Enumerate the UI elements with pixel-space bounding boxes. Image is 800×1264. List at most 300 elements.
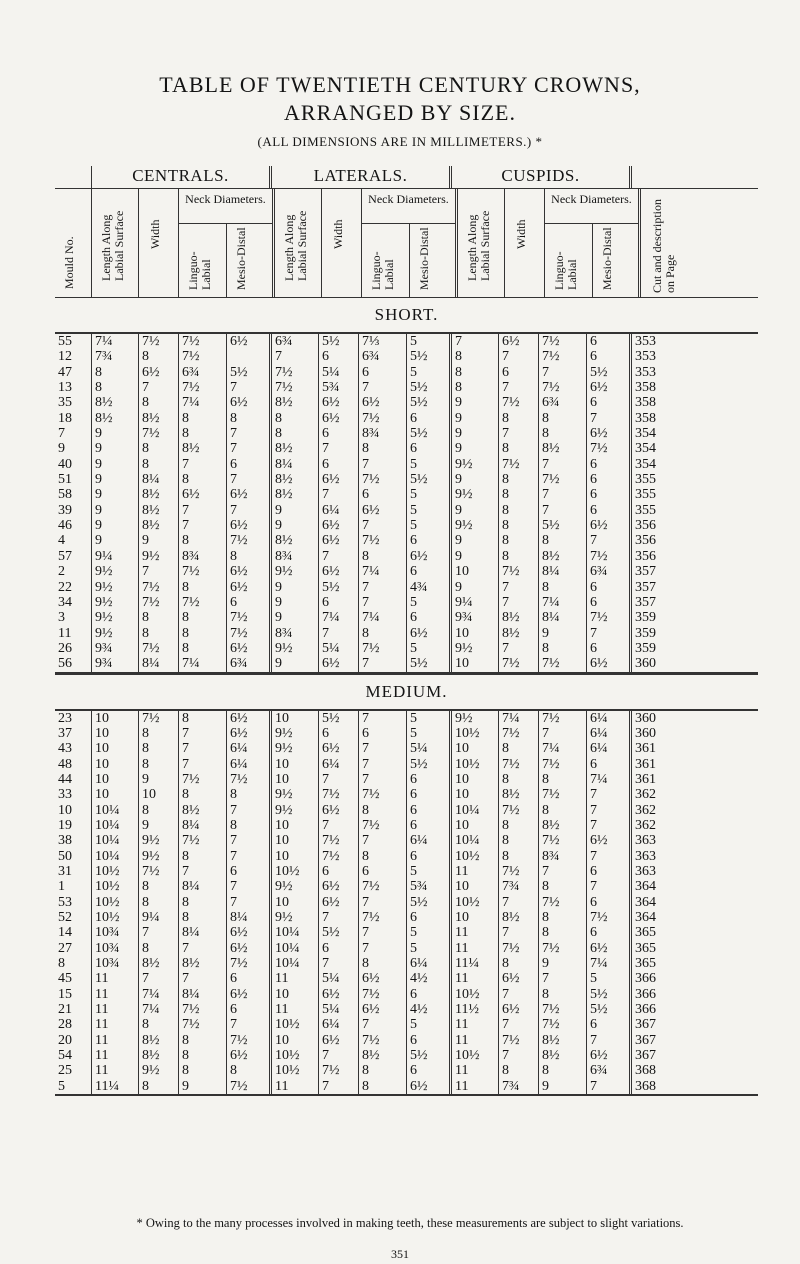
table-cell: 48	[55, 757, 92, 772]
table-cell: 10	[55, 803, 92, 818]
table-cell: 51	[55, 472, 92, 487]
table-cell: 7	[227, 472, 272, 487]
group-header-row	[55, 166, 758, 189]
table-cell: 6	[587, 641, 632, 656]
table-cell: 9	[272, 656, 319, 671]
table-cell: 5	[407, 925, 452, 940]
table-cell: 10	[272, 711, 319, 726]
table-cell: 6	[407, 787, 452, 802]
table-cell: 10¼	[272, 925, 319, 940]
table-cell: 11	[92, 1063, 139, 1078]
table-cell: 10½	[92, 895, 139, 910]
table-cell: 6	[587, 580, 632, 595]
table-row	[55, 641, 758, 656]
table-cell: 10	[92, 757, 139, 772]
table-cell: 7½	[319, 833, 359, 848]
table-cell: 10	[272, 757, 319, 772]
table-cell: 7	[452, 334, 499, 349]
table-cell: 5¾	[407, 879, 452, 894]
table-cell: 353	[635, 349, 656, 365]
table-cell: 9	[92, 533, 139, 548]
table-cell: 7½	[139, 864, 179, 879]
table-row	[55, 879, 758, 894]
table-cell: 6½	[227, 334, 272, 349]
table-cell: 7	[319, 772, 359, 787]
table-cell: 10	[452, 818, 499, 833]
table-row	[55, 1079, 758, 1094]
table-cell: 5½	[539, 518, 587, 533]
table-cell: 5¾	[319, 380, 359, 395]
table-cell: 6	[359, 726, 407, 741]
table-cell: 8¼	[139, 472, 179, 487]
table-cell: 11	[92, 1048, 139, 1063]
table-cell: 8¾	[359, 426, 407, 441]
table-cell: 9½	[272, 787, 319, 802]
table-cell: 358	[635, 380, 656, 396]
table-cell: 45	[55, 971, 92, 986]
table-cell: 7	[359, 380, 407, 395]
table-cell: 8¼	[179, 987, 227, 1002]
table-cell: 7½	[319, 849, 359, 864]
table-cell: 9¾	[92, 656, 139, 671]
table-row	[55, 595, 758, 610]
table-cell: 10	[92, 741, 139, 756]
table-cell: 53	[55, 895, 92, 910]
table-cell: 11	[272, 971, 319, 986]
table-cell: 8	[359, 441, 407, 456]
table-cell: 10½	[92, 910, 139, 925]
table-cell: 8¼	[139, 656, 179, 671]
table-cell: 7½	[539, 895, 587, 910]
table-cell: 8	[272, 411, 319, 426]
table-cell: 7½	[499, 864, 539, 879]
table-cell: 9	[139, 818, 179, 833]
table-cell: 7½	[499, 1033, 539, 1048]
table-cell: 355	[635, 487, 656, 503]
table-cell: 8½	[539, 1033, 587, 1048]
table-cell: 8	[499, 1063, 539, 1078]
table-cell: 10	[139, 787, 179, 802]
table-cell: 10¾	[92, 925, 139, 940]
table-cell: 26	[55, 641, 92, 656]
table-cell: 8½	[179, 803, 227, 818]
table-cell: 8½	[499, 787, 539, 802]
crown-size-table	[55, 166, 758, 1096]
table-cell: 7½	[499, 726, 539, 741]
table-cell: 6½	[319, 987, 359, 1002]
table-cell: 8	[499, 411, 539, 426]
table-cell: 7	[499, 1017, 539, 1032]
table-cell: 6	[227, 595, 272, 610]
table-cell: 5½	[587, 365, 632, 380]
header-cuspids-width: Width	[505, 189, 545, 297]
table-cell: 7½	[539, 380, 587, 395]
table-cell: 7½	[539, 334, 587, 349]
table-cell: 7	[227, 441, 272, 456]
table-cell: 7	[359, 833, 407, 848]
table-cell: 6¾	[272, 334, 319, 349]
table-row	[55, 818, 758, 833]
table-cell: 6½	[319, 1033, 359, 1048]
table-cell: 9½	[139, 833, 179, 848]
table-cell: 7	[179, 941, 227, 956]
table-cell: 8	[139, 395, 179, 410]
table-cell: 8¾	[272, 549, 319, 564]
table-cell: 9	[539, 1079, 587, 1094]
table-cell: 5	[407, 941, 452, 956]
table-cell: 9	[452, 411, 499, 426]
table-cell: 5	[587, 971, 632, 986]
table-cell	[227, 349, 272, 364]
table-cell: 6¼	[319, 503, 359, 518]
table-row	[55, 787, 758, 802]
header-mould-no: Mould No.	[55, 189, 92, 297]
table-cell: 8	[139, 1017, 179, 1032]
table-cell: 5	[407, 518, 452, 533]
table-cell: 361	[635, 756, 656, 772]
table-cell: 9	[92, 457, 139, 472]
table-cell: 44	[55, 772, 92, 787]
table-cell: 9½	[272, 564, 319, 579]
table-cell: 9	[452, 533, 499, 548]
table-row	[55, 380, 758, 395]
table-cell: 8½	[139, 503, 179, 518]
table-cell: 7¾	[92, 349, 139, 364]
table-cell: 8½	[139, 956, 179, 971]
table-cell: 7½	[227, 1033, 272, 1048]
table-cell: 8	[92, 365, 139, 380]
table-cell: 6	[319, 426, 359, 441]
table-cell: 10	[272, 987, 319, 1002]
table-cell: 8	[499, 533, 539, 548]
table-cell: 7½	[539, 711, 587, 726]
table-cell: 4½	[407, 971, 452, 986]
table-cell: 7	[499, 580, 539, 595]
table-cell: 9½	[452, 518, 499, 533]
table-cell: 356	[635, 533, 656, 549]
table-cell: 8½	[139, 487, 179, 502]
table-cell: 8	[359, 956, 407, 971]
table-cell: 6¾	[587, 564, 632, 579]
table-cell: 8	[359, 1079, 407, 1094]
table-cell: 7	[499, 925, 539, 940]
table-cell: 6	[407, 564, 452, 579]
table-cell: 8½	[139, 1033, 179, 1048]
table-cell: 40	[55, 457, 92, 472]
table-cell: 8	[179, 1063, 227, 1078]
table-cell: 5	[407, 334, 452, 349]
table-cell: 10¼	[272, 956, 319, 971]
table-cell: 7	[227, 849, 272, 864]
table-row	[55, 411, 758, 426]
table-cell: 360	[635, 725, 656, 741]
table-row	[55, 518, 758, 533]
table-cell: 8	[179, 641, 227, 656]
table-cell: 8	[359, 626, 407, 641]
table-row	[55, 849, 758, 864]
table-cell: 8	[227, 1063, 272, 1078]
table-cell: 7	[139, 925, 179, 940]
table-cell: 6	[319, 864, 359, 879]
table-cell: 10	[272, 849, 319, 864]
table-cell: 8	[539, 580, 587, 595]
table-cell: 7	[139, 971, 179, 986]
table-cell: 7	[499, 1048, 539, 1063]
table-cell: 8	[539, 411, 587, 426]
table-cell: 7	[539, 487, 587, 502]
table-cell: 6½	[587, 833, 632, 848]
table-cell: 7½	[539, 1017, 587, 1032]
table-row	[55, 1002, 758, 1017]
table-cell: 7¾	[499, 879, 539, 894]
table-cell: 8½	[139, 411, 179, 426]
table-cell: 7	[587, 1079, 632, 1094]
table-row	[55, 487, 758, 502]
table-cell: 357	[635, 594, 656, 610]
table-cell: 7½	[539, 1002, 587, 1017]
table-cell: 6¼	[227, 741, 272, 756]
table-cell: 6	[227, 1002, 272, 1017]
table-cell: 7½	[539, 757, 587, 772]
table-cell: 7¼	[499, 711, 539, 726]
table-row	[55, 956, 758, 971]
table-cell: 7½	[139, 580, 179, 595]
table-cell: 11	[452, 1033, 499, 1048]
table-cell: 8½	[272, 487, 319, 502]
table-cell: 8	[139, 349, 179, 364]
table-cell: 7¾	[499, 1079, 539, 1094]
header-centrals-neck: Neck Diameters. Linguo-Labial Mesio-Distal	[179, 189, 275, 297]
table-cell: 10¾	[92, 956, 139, 971]
table-cell: 8½	[272, 395, 319, 410]
table-cell: 23	[55, 711, 92, 726]
table-cell: 9	[92, 518, 139, 533]
table-row	[55, 334, 758, 349]
header-laterals-neck: Neck Diameters. Linguo-Labial Mesio-Distal	[362, 189, 458, 297]
table-cell: 9	[539, 956, 587, 971]
table-cell: 8	[179, 411, 227, 426]
table-cell: 7½	[227, 626, 272, 641]
table-cell: 7	[227, 426, 272, 441]
table-cell: 8	[499, 849, 539, 864]
table-cell: 6½	[227, 641, 272, 656]
table-cell: 9½	[272, 726, 319, 741]
table-cell: 6½	[227, 941, 272, 956]
table-cell: 7½	[499, 457, 539, 472]
table-cell: 10	[272, 833, 319, 848]
table-row	[55, 925, 758, 940]
header-cut-page: Cut and description on Page	[650, 199, 677, 293]
table-cell: 365	[635, 940, 656, 956]
table-cell: 11½	[452, 1002, 499, 1017]
table-cell: 8	[179, 626, 227, 641]
table-cell: 7	[179, 503, 227, 518]
table-cell: 7	[359, 457, 407, 472]
table-cell: 9	[452, 426, 499, 441]
section-title: MEDIUM.	[55, 674, 758, 709]
table-cell: 37	[55, 726, 92, 741]
table-cell: 8	[499, 741, 539, 756]
table-cell: 10¼	[92, 803, 139, 818]
table-cell: 7½	[587, 610, 632, 625]
table-cell: 6¾	[227, 656, 272, 671]
table-row	[55, 365, 758, 380]
table-cell: 8¾	[179, 549, 227, 564]
table-cell: 7¼	[539, 595, 587, 610]
table-cell: 6¼	[407, 833, 452, 848]
table-cell: 10½	[452, 1048, 499, 1063]
table-cell: 6	[587, 757, 632, 772]
table-cell: 7	[319, 1079, 359, 1094]
table-cell: 6¾	[359, 349, 407, 364]
table-cell: 5½	[587, 987, 632, 1002]
table-cell: 6½	[227, 518, 272, 533]
group-centrals: CENTRALS.	[92, 166, 272, 188]
table-cell: 8	[179, 533, 227, 548]
table-cell: 10	[92, 772, 139, 787]
table-cell: 9½	[92, 610, 139, 625]
table-cell: 11¼	[92, 1079, 139, 1094]
table-cell: 9	[55, 441, 92, 456]
table-cell: 35	[55, 395, 92, 410]
table-cell: 7	[227, 803, 272, 818]
table-cell: 7½	[179, 334, 227, 349]
table-cell: 8	[179, 895, 227, 910]
table-cell: 8	[139, 757, 179, 772]
table-cell: 6¼	[587, 741, 632, 756]
table-cell: 7	[359, 772, 407, 787]
table-cell: 9	[92, 426, 139, 441]
table-cell: 8	[139, 626, 179, 641]
table-cell: 7½	[359, 987, 407, 1002]
header-cuspids-neck: Neck Diameters. Linguo-Labial Mesio-Distal	[545, 189, 641, 297]
table-cell: 7½	[179, 349, 227, 364]
table-cell: 8	[452, 365, 499, 380]
table-cell: 7½	[359, 641, 407, 656]
table-cell: 9	[452, 472, 499, 487]
table-cell: 5	[407, 711, 452, 726]
table-cell: 11	[272, 1079, 319, 1094]
table-cell: 9	[139, 772, 179, 787]
table-cell: 10	[452, 787, 499, 802]
table-cell: 362	[635, 817, 656, 833]
table-cell: 6	[587, 1017, 632, 1032]
table-cell: 10	[92, 726, 139, 741]
table-cell: 6	[319, 941, 359, 956]
table-cell: 8½	[539, 1048, 587, 1063]
table-cell: 12	[55, 349, 92, 364]
table-cell: 8¾	[272, 626, 319, 641]
table-cell: 6	[587, 895, 632, 910]
table-cell: 10	[452, 910, 499, 925]
table-cell: 10½	[452, 895, 499, 910]
table-cell: 7½	[272, 365, 319, 380]
table-cell: 6½	[319, 564, 359, 579]
table-cell: 8	[179, 1033, 227, 1048]
table-cell: 8¼	[539, 610, 587, 625]
table-cell: 6½	[499, 971, 539, 986]
table-cell: 10½	[272, 1063, 319, 1078]
table-cell: 8	[539, 987, 587, 1002]
table-cell: 7	[179, 741, 227, 756]
table-cell: 7	[587, 879, 632, 894]
table-cell: 7½	[179, 1002, 227, 1017]
table-cell: 10	[452, 772, 499, 787]
table-cell: 8	[272, 426, 319, 441]
table-title: TABLE OF TWENTIETH CENTURY CROWNS,	[159, 72, 641, 97]
table-cell: 6	[587, 595, 632, 610]
table-row	[55, 1048, 758, 1063]
table-cell: 6½	[319, 411, 359, 426]
table-cell: 5½	[407, 472, 452, 487]
table-row	[55, 741, 758, 756]
header-centrals-length: Length Along Labial Surface	[92, 189, 139, 297]
table-cell: 8	[55, 956, 92, 971]
table-cell: 9½	[92, 595, 139, 610]
table-cell: 6¼	[587, 711, 632, 726]
table-cell: 7½	[227, 772, 272, 787]
table-cell: 6½	[407, 1079, 452, 1094]
table-row	[55, 441, 758, 456]
table-cell: 6½	[319, 879, 359, 894]
table-cell: 10½	[272, 864, 319, 879]
table-cell: 6¾	[179, 365, 227, 380]
table-cell: 9	[539, 626, 587, 641]
table-cell: 359	[635, 610, 656, 626]
table-cell: 8	[139, 879, 179, 894]
table-cell: 7½	[499, 395, 539, 410]
table-cell: 7½	[179, 380, 227, 395]
table-cell: 8½	[539, 818, 587, 833]
table-cell: 6½	[227, 580, 272, 595]
table-cell: 5	[407, 503, 452, 518]
table-cell: 9¼	[92, 549, 139, 564]
table-cell: 5½	[319, 580, 359, 595]
table-cell: 8½	[359, 1048, 407, 1063]
table-cell: 8	[452, 349, 499, 364]
table-cell: 8¼	[179, 818, 227, 833]
table-cell: 6	[407, 441, 452, 456]
table-cell: 8	[359, 1063, 407, 1078]
table-cell: 354	[635, 456, 656, 472]
table-cell: 5	[407, 457, 452, 472]
table-cell: 7¼	[587, 772, 632, 787]
table-cell: 6	[407, 533, 452, 548]
table-cell: 6	[499, 365, 539, 380]
table-row	[55, 895, 758, 910]
table-row	[55, 349, 758, 364]
table-cell: 9¼	[139, 910, 179, 925]
table-cell: 5½	[407, 1048, 452, 1063]
table-cell: 10	[452, 626, 499, 641]
table-cell: 6	[407, 411, 452, 426]
table-cell: 10	[452, 564, 499, 579]
table-cell: 8¼	[227, 910, 272, 925]
table-cell: 368	[635, 1063, 656, 1079]
table-cell: 7½	[319, 1063, 359, 1078]
table-cell: 47	[55, 365, 92, 380]
table-cell: 6½	[319, 656, 359, 671]
table-cell: 7½	[359, 472, 407, 487]
table-cell: 366	[635, 986, 656, 1002]
table-cell: 10¼	[452, 833, 499, 848]
table-cell: 9½	[272, 641, 319, 656]
table-cell: 7	[319, 549, 359, 564]
table-cell: 5	[407, 1017, 452, 1032]
table-cell: 6	[407, 1063, 452, 1078]
table-cell: 9	[92, 472, 139, 487]
table-cell: 7½	[539, 941, 587, 956]
